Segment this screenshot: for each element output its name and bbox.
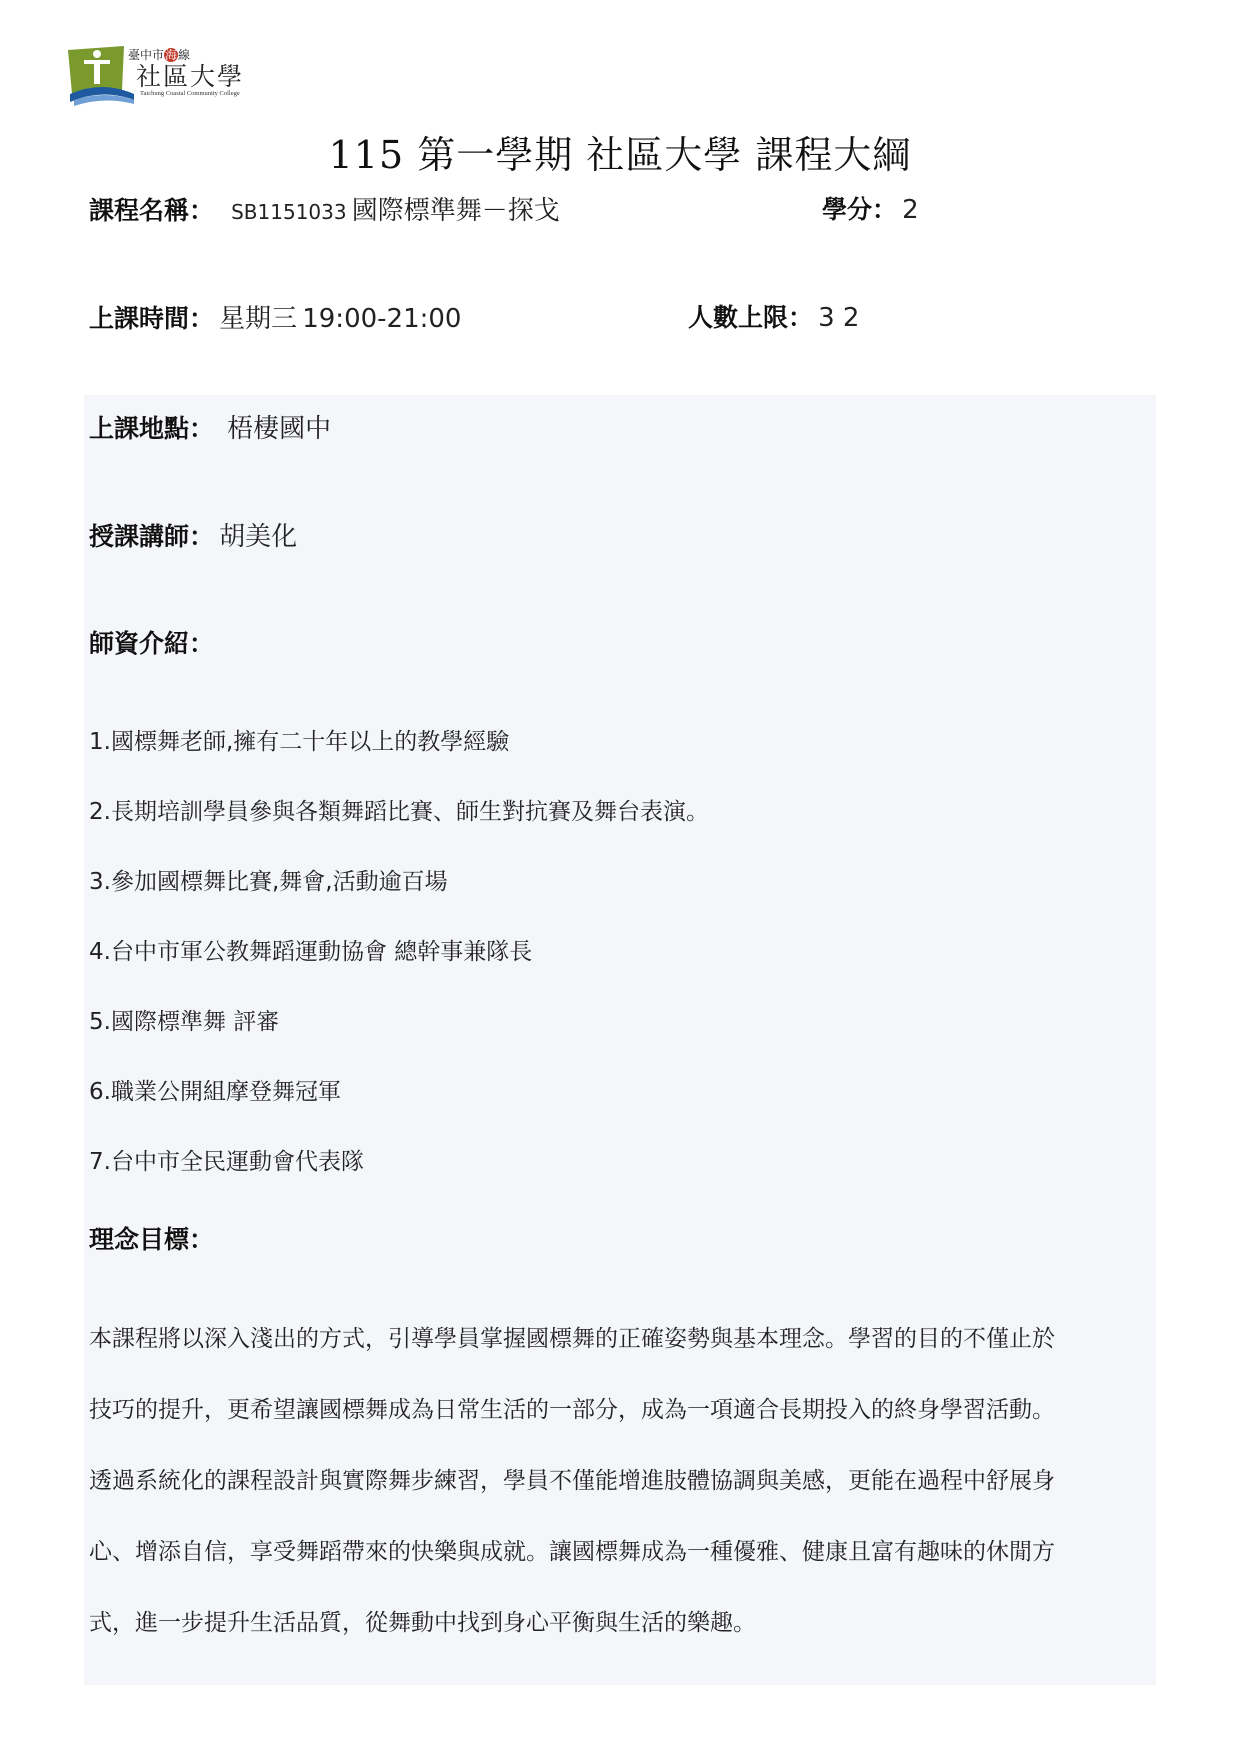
location-value: 梧棲國中 xyxy=(227,414,332,444)
capacity-row xyxy=(688,298,859,334)
logo-badge: 海 xyxy=(165,48,178,62)
schedule-day: 星期三 xyxy=(219,304,298,334)
capacity-label: 人數上限： xyxy=(688,303,814,332)
course-name-label: 課程名稱： xyxy=(89,196,215,225)
capacity-value: 3 2 xyxy=(818,303,860,333)
credits-label: 學分： xyxy=(822,195,898,224)
location-label: 上課地點： xyxy=(89,414,215,443)
course-code: SB1151033 xyxy=(231,200,347,224)
schedule-label: 上課時間： xyxy=(89,304,215,333)
location-row xyxy=(89,408,331,445)
credits-row xyxy=(822,190,919,226)
instructor-row xyxy=(89,516,297,553)
course-name-row xyxy=(89,190,560,227)
bio-item: 6.職業公開組摩登舞冠軍 xyxy=(89,1079,341,1105)
school-logo xyxy=(66,44,276,106)
bio-item: 4.台中市軍公教舞蹈運動協會 總幹事兼隊長 xyxy=(89,939,533,965)
course-name-value: 國際標準舞－探戈 xyxy=(351,196,560,226)
bio-item: 1.國標舞老師,擁有二十年以上的教學經驗 xyxy=(89,729,510,755)
goals-paragraph-line: 本課程將以深入淺出的方式，引導學員掌握國標舞的正確姿勢與基本理念。學習的目的不僅止於 xyxy=(89,1326,1055,1352)
goals-paragraph-line: 式，進一步提升生活品質，從舞動中找到身心平衡與生活的樂趣。 xyxy=(89,1610,756,1636)
bio-item: 7.台中市全民運動會代表隊 xyxy=(89,1149,364,1175)
schedule-row xyxy=(89,298,461,335)
goals-paragraph-line: 心、增添自信，享受舞蹈帶來的快樂與成就。讓國標舞成為一種優雅、健康且富有趣味的休閒方 xyxy=(89,1539,1055,1565)
logo-city-text: 臺中市海線 xyxy=(128,48,191,62)
bio-heading: 師資介紹： xyxy=(89,629,215,658)
goals-paragraph-line: 透過系統化的課程設計與實際舞步練習，學員不僅能增進肢體協調與美感，更能在過程中舒展身 xyxy=(89,1468,1055,1494)
credits-value: 2 xyxy=(902,195,919,225)
logo-emblem-icon xyxy=(66,44,136,106)
instructor-value: 胡美化 xyxy=(219,522,298,552)
logo-english-name: Taichung Coastal Community College xyxy=(140,90,240,97)
schedule-time: 19:00-21:00 xyxy=(302,304,462,334)
bio-item: 2.長期培訓學員參與各類舞蹈比賽、師生對抗賽及舞台表演。 xyxy=(89,799,709,825)
goals-heading: 理念目標： xyxy=(89,1225,215,1254)
instructor-label: 授課講師： xyxy=(89,522,215,551)
bio-item: 3.參加國標舞比賽,舞會,活動逾百場 xyxy=(89,869,448,895)
goals-paragraph-line: 技巧的提升，更希望讓國標舞成為日常生活的一部分，成為一項適合長期投入的終身學習活動。 xyxy=(89,1397,1055,1423)
logo-name: 社區大學 xyxy=(136,62,245,91)
bio-item: 5.國際標準舞 評審 xyxy=(89,1009,280,1035)
document-title: 115 第一學期 社區大學 課程大綱 xyxy=(328,133,912,177)
